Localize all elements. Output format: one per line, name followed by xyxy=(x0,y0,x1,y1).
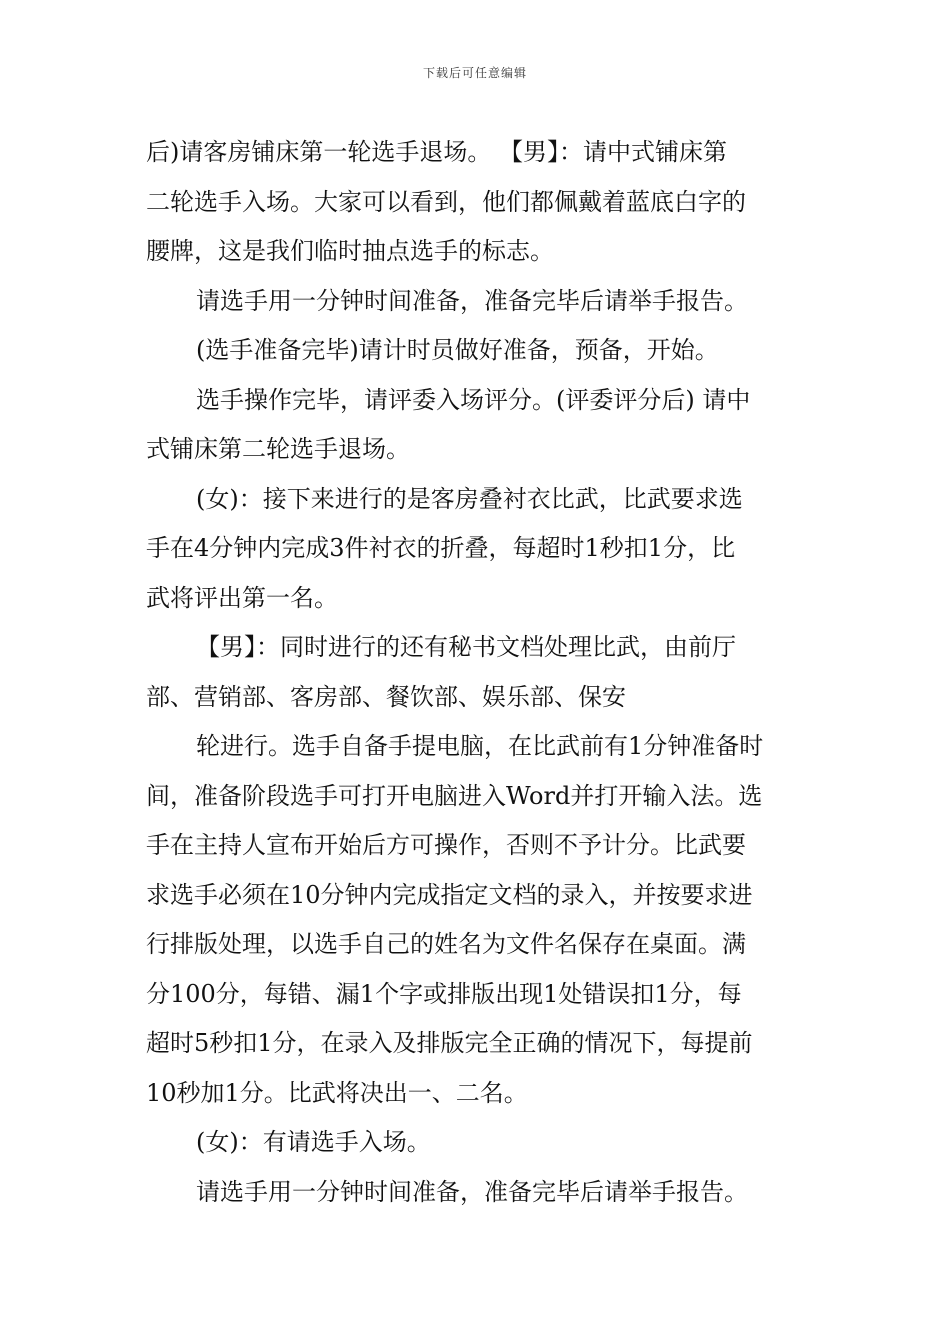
text-line: 10秒加1分。比武将决出一、二名。 xyxy=(146,1078,528,1107)
text-line: 请选手用一分钟时间准备，准备完毕后请举手报告。 xyxy=(196,286,748,315)
text-line: 手在主持人宣布开始后方可操作，否则不予计分。比武要 xyxy=(146,831,746,859)
text-line: (选手准备完毕)请计时员做好准备，预备，开始。 xyxy=(196,336,719,364)
text-line: 式铺床第二轮选手退场。 xyxy=(146,435,410,463)
document-body xyxy=(146,128,806,1217)
text-line: 超时5秒扣1分，在录入及排版完全正确的情况下，每提前 xyxy=(146,1029,753,1057)
text-line: 选手操作完毕，请评委入场评分。(评委评分后) 请中 xyxy=(196,385,751,414)
text-line: 二轮选手入场。大家可以看到，他们都佩戴着蓝底白字的 xyxy=(146,187,746,216)
text-line: 间，准备阶段选手可打开电脑进入Word并打开输入法。选 xyxy=(146,781,763,810)
text-line: 手在4分钟内完成3件衬衣的折叠，每超时1秒扣1分，比 xyxy=(146,534,736,562)
text-line: 【男】：同时进行的还有秘书文档处理比武，由前厅 xyxy=(196,633,736,661)
text-line: 求选手必须在10分钟内完成指定文档的录入，并按要求进 xyxy=(146,880,753,909)
text-line: 请选手用一分钟时间准备，准备完毕后请举手报告。 xyxy=(196,1177,748,1206)
text-line: (女)：接下来进行的是客房叠衬衣比武，比武要求选 xyxy=(196,484,743,513)
page-header: 下载后可任意编辑 xyxy=(422,66,527,80)
text-line: 腰牌，这是我们临时抽点选手的标志。 xyxy=(146,237,554,265)
text-line: 分100分，每错、漏1个字或排版出现1处错误扣1分，每 xyxy=(146,979,742,1008)
text-line: 行排版处理，以选手自己的姓名为文件名保存在桌面。满 xyxy=(146,930,746,958)
text-line: 后)请客房铺床第一轮选手退场。 【男】：请中式铺床第 xyxy=(146,138,727,166)
text-line: 武将评出第一名。 xyxy=(146,583,338,612)
text-line: 部、营销部、客房部、餐饮部、娱乐部、保安 xyxy=(146,682,626,711)
text-line: 轮进行。选手自备手提电脑，在比武前有1分钟准备时 xyxy=(196,732,764,760)
text-line: (女)：有请选手入场。 xyxy=(196,1128,431,1156)
